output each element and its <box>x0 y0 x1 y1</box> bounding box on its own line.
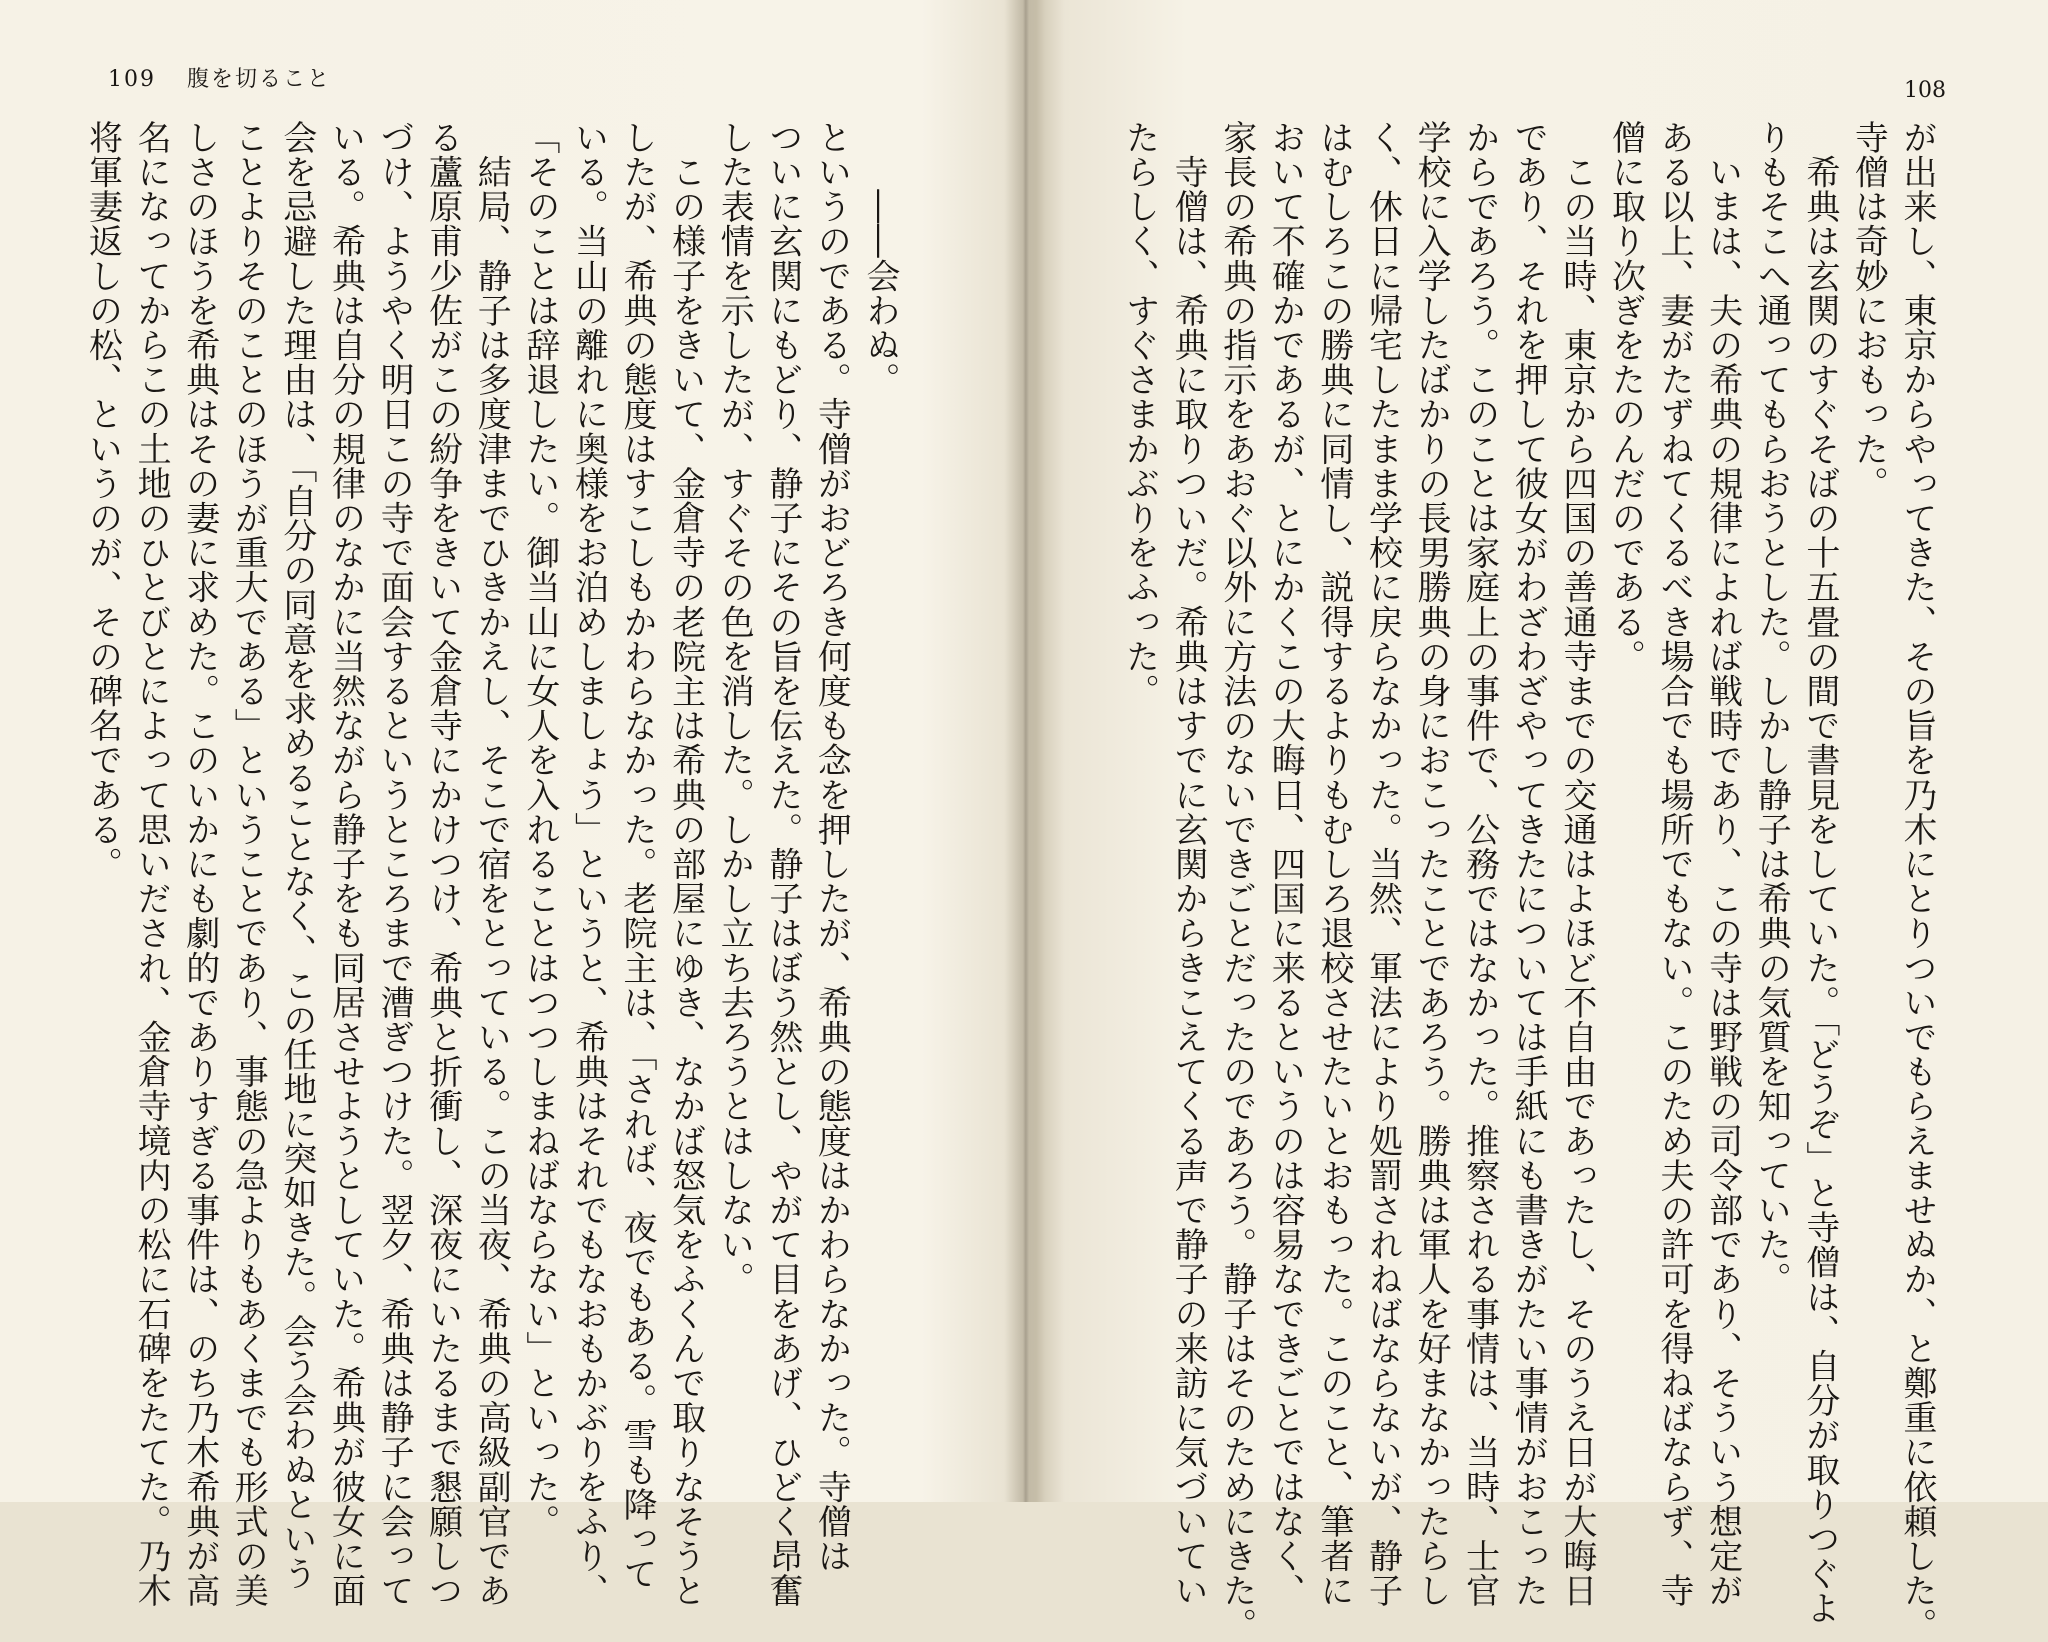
text-line: 希典は玄関のすぐそばの十五畳の間で書見をしていた。「どうぞ」と寺僧は、自分が取りつぐよ <box>1799 120 1840 1626</box>
text-line: この様子をきいて、金倉寺の老院主は希典の部屋にゆき、なかば怒気をふくんで取りなそうと <box>665 120 706 1608</box>
text-line: 家長の希典の指示をあおぐ以外に方法のないできごとだったのであろう。静子はそのためにきた。 <box>1216 120 1257 1642</box>
text-line: 結局、静子は多度津までひきかえし、そこで宿をとっている。この当夜、希典の高級副官であ <box>471 120 512 1608</box>
text-line: 将軍妻返しの松、というのが、その碑名である。 <box>82 120 123 882</box>
text-line: 学校に入学したばかりの長男勝典の身におこったことであろう。勝典は軍人を好まなかったらし <box>1411 120 1452 1608</box>
text-line: 寺僧は、希典に取りついだ。希典はすでに玄関からきこえてくる声で静子の来訪に気づいてい <box>1168 120 1209 1608</box>
text-line: しさのほうを希典はその妻に求めた。このいかにも劇的でありすぎる事件は、のち乃木希典が高 <box>179 120 220 1608</box>
left-page <box>0 0 1024 1608</box>
text-line: づけ、ようやく明日この寺で面会するというところまで漕ぎつけた。翌夕、希典は静子に会って <box>374 120 415 1608</box>
text-line: したが、希典の態度はすこしもかわらなかった。老院主は、「されば、夜でもある。雪も降って <box>617 120 658 1591</box>
page-number-right: 108 <box>1904 78 1946 103</box>
text-line: おいて不確かであるが、とにかくこの大晦日、四国に来るというのは容易なできごとではなく、 <box>1265 120 1306 1608</box>
text-line: 僧に取り次ぎをたのんだのである。 <box>1605 120 1646 674</box>
text-line: した表情を示したが、すぐその色を消した。しかし立ち去ろうとはしない。 <box>714 120 755 1297</box>
text-line: いまは、夫の希典の規律によれば戦時であり、この寺は野戦の司令部であり、そういう想定が <box>1702 120 1743 1608</box>
text-line: りもそこへ通ってもらおうとした。しかし静子は希典の気質を知っていた。 <box>1751 120 1792 1297</box>
text-line: であり、それを押して彼女がわざわざやってきたについては手紙にも書きがたい事情がおこった <box>1508 120 1549 1608</box>
text-line: 会を忌避した理由は、「自分の同意を求めることなく、この任地に突如きた。会う会わぬという <box>276 120 317 1591</box>
text-line: というのである。寺僧がおどろき何度も念を押したが、希典の態度はかわらなかった。寺僧は <box>811 120 852 1574</box>
text-line: たらしく、すぐさまかぶりをふった。 <box>1119 120 1160 709</box>
text-line: ことよりそのことのほうが重大である」ということであり、事態の急よりもあくまでも形式の美 <box>228 120 269 1608</box>
text-line: く、休日に帰宅したまま学校に戻らなかった。当然、軍法により処罰されねばならないが、静子 <box>1362 120 1403 1608</box>
text-line: からであろう。このことは家庭上の事件で、公務ではなかった。推察される事情は、当時、士官 <box>1459 120 1500 1608</box>
text-line: ある以上、妻がたずねてくるべき場合でも場所でもない。このため夫の許可を得ねばならず、寺 <box>1654 120 1695 1608</box>
page-number-left: 109 <box>108 67 156 92</box>
running-head <box>108 62 331 93</box>
text-line: 「そのことは辞退したい。御当山に女人を入れることはつつしまねばならない」といった。 <box>519 120 560 1539</box>
chapter-title: 腹を切ること <box>187 67 332 92</box>
right-page <box>1024 0 2048 1642</box>
text-line: いる。希典は自分の規律のなかに当然ながら静子をも同居させようとしていた。希典が彼女に面 <box>325 120 366 1608</box>
text-line: 名になってからこの土地のひとびとによって思いだされ、金倉寺境内の松に石碑をたてた。乃木 <box>131 120 172 1608</box>
text-line: ついに玄関にもどり、静子にその旨を伝えた。静子はぼう然とし、やがて目をあげ、ひどく昂奮 <box>762 120 803 1608</box>
text-line: いる。当山の離れに奥様をお泊めしましょう」というと、希典はそれでもなおもかぶりをふり、 <box>568 120 609 1608</box>
text-line: が出来し、東京からやってきた、その旨を乃木にとりついでもらえませぬか、と鄭重に依頼した。 <box>1897 120 1937 1642</box>
text-line: この当時、東京から四国の善通寺までの交通はよほど不自由であったし、そのうえ日が大晦日 <box>1556 120 1597 1608</box>
right-body-text <box>1117 120 1941 1642</box>
text-line: ――会わぬ。 <box>860 120 900 397</box>
text-line: はむしろこの勝典に同情し、説得するよりもむしろ退校させたいとおもった。このこと、筆者に <box>1313 120 1354 1608</box>
text-line: 寺僧は奇妙におもった。 <box>1848 120 1889 501</box>
text-line: る蘆原甫少佐がこの紛争をきいて金倉寺にかけつけ、希典と折衝し、深夜にいたるまで懇願しつ <box>422 120 463 1608</box>
left-body-text <box>82 120 904 1608</box>
